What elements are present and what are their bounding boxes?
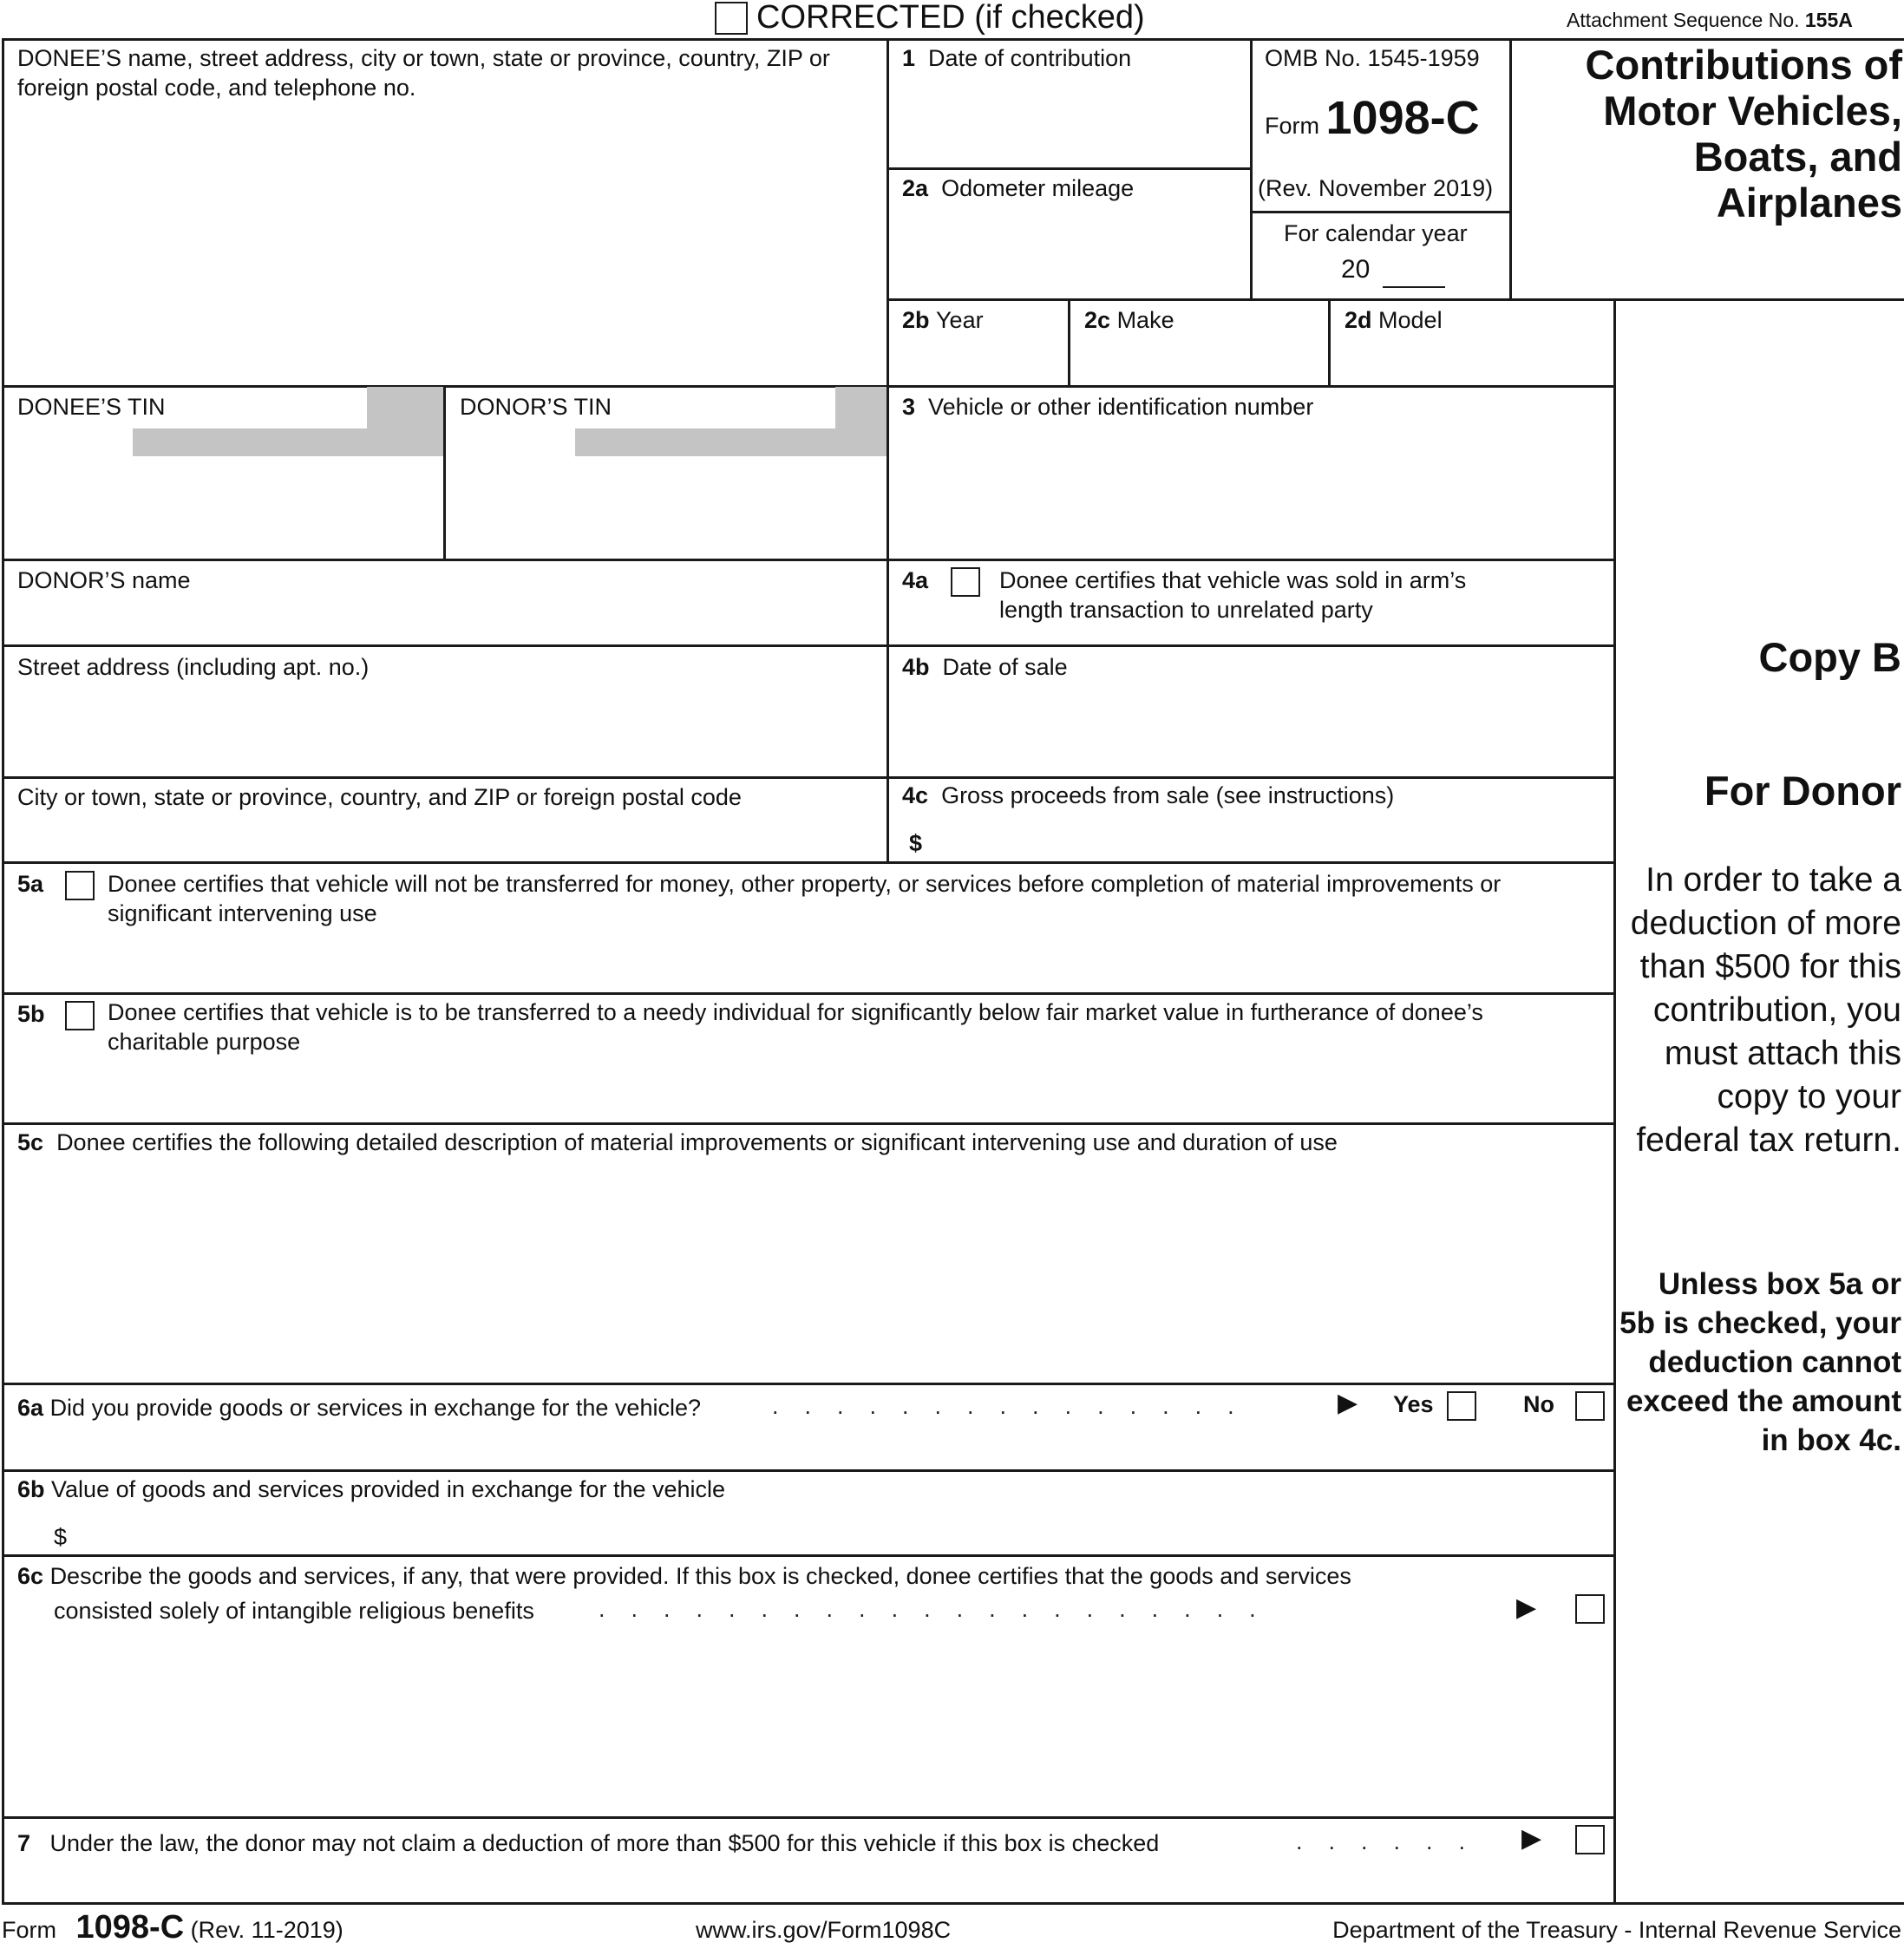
- donor-tin-shading: [575, 428, 887, 456]
- box5a-number: 5a: [17, 871, 44, 897]
- odometer-mileage-field[interactable]: [892, 208, 1246, 295]
- form-title-line: Boats, and: [1693, 134, 1902, 180]
- box2b-number: 2b: [902, 307, 930, 333]
- box4a-text: Donee certifies that vehicle was sold in arm’s length transaction to unrelated party: [999, 567, 1467, 623]
- box6c-description-field[interactable]: [5, 1635, 1610, 1813]
- box2a-number: 2a: [902, 175, 929, 201]
- box3-number: 3: [902, 394, 916, 420]
- divider: [2, 1469, 1616, 1472]
- box7-number: 7: [17, 1830, 31, 1856]
- divider: [1509, 38, 1512, 300]
- footer-form-id: [2, 1908, 344, 1949]
- form-top-border: [2, 38, 1904, 41]
- box2c-number: 2c: [1084, 307, 1111, 333]
- divider: [887, 38, 889, 862]
- box7-text: Under the law, the donor may not claim a deduction of more than $500 for this vehicle if this box is checked: [49, 1830, 1160, 1856]
- box2d-text: Model: [1378, 307, 1443, 333]
- footer-form-word: Form: [2, 1917, 56, 1943]
- box1-text: Date of contribution: [928, 45, 1132, 71]
- leader-dots: . . . . . . . . . . . . . . . . . . . . .: [599, 1596, 1256, 1622]
- goods-value-field[interactable]: [78, 1514, 1610, 1553]
- omb-number: OMB No. 1545-1959: [1265, 45, 1480, 71]
- divider: [2, 385, 1616, 388]
- footer-revision: (Rev. 11-2019): [190, 1917, 344, 1943]
- box1-number: 1: [902, 45, 916, 71]
- deduction-instructions: In order to take a deduction of more than $500 for this contribution, you must attach this copy to your federal tax return.: [1630, 861, 1901, 1159]
- divider: [887, 167, 1252, 170]
- box5a-text: Donee certifies that vehicle will not be transferred for money, other property, or services before completion of material improvements or significant intervening use: [108, 871, 1502, 926]
- divider: [2, 776, 1616, 779]
- box2d-number: 2d: [1345, 307, 1372, 333]
- calendar-year-label: For calendar year: [1284, 220, 1468, 246]
- box5c-label: [17, 1128, 1338, 1157]
- box4a-number: 4a: [902, 567, 929, 593]
- no-label: No: [1523, 1391, 1554, 1417]
- vehicle-id-field[interactable]: [892, 427, 1610, 555]
- box4c-text: Gross proceeds from sale (see instructions): [941, 782, 1395, 808]
- divider: [2, 861, 1616, 864]
- arrow-icon: ▶: [1338, 1389, 1358, 1417]
- donee-tin-shading: [133, 428, 443, 456]
- box6b-dollar-sign: $: [54, 1524, 68, 1550]
- box4b-label: [902, 652, 1068, 682]
- donor-tin-label: DONOR’S TIN: [460, 394, 612, 420]
- leader-dots: . . . . . .: [1296, 1828, 1466, 1854]
- calendar-year-prefix: 20: [1341, 255, 1371, 284]
- yes-checkbox[interactable]: [1447, 1391, 1476, 1421]
- divider: [2, 1122, 1616, 1125]
- box3-label: [902, 392, 1313, 422]
- date-of-sale-field[interactable]: [892, 687, 1610, 772]
- form-title: [1518, 42, 1902, 226]
- box6c-text-line1: Describe the goods and services, if any, that were provided. If this box is checked, donee certifies that the goods and services: [49, 1563, 1351, 1589]
- year-field[interactable]: [892, 338, 1063, 383]
- box2c-label: [1084, 305, 1174, 335]
- footer-department: Department of the Treasury - Internal Revenue Service: [1332, 1917, 1901, 1943]
- form-title-line: Motor Vehicles,: [1603, 88, 1902, 134]
- box6a-number: 6a: [17, 1395, 44, 1421]
- attachment-sequence-label: Attachment Sequence No.: [1567, 9, 1800, 31]
- arrow-icon: ▶: [1521, 1824, 1542, 1853]
- form-title-line: Airplanes: [1716, 180, 1902, 226]
- calendar-year-field[interactable]: [1383, 260, 1445, 288]
- form-title-line: Contributions of: [1585, 42, 1902, 88]
- divider: [2, 1816, 1616, 1819]
- box6a-text: Did you provide goods or services in exchange for the vehicle?: [49, 1395, 701, 1421]
- box3-text: Vehicle or other identification number: [928, 394, 1314, 420]
- city-field[interactable]: [5, 815, 883, 859]
- divider: [443, 385, 446, 560]
- divider: [2, 992, 1616, 995]
- leader-dots: . . . . . . . . . . . . . . .: [772, 1393, 1234, 1419]
- donee-tin-label: DONEE’S TIN: [17, 394, 166, 420]
- divider: [887, 298, 1904, 301]
- city-label: City or town, state or province, country, and ZIP or foreign postal code: [17, 784, 742, 810]
- box6b-text: Value of goods and services provided in exchange for the vehicle: [51, 1476, 726, 1502]
- box1-label: [902, 43, 1131, 73]
- divider: [1068, 298, 1070, 387]
- box5b-checkbox[interactable]: [65, 1001, 95, 1030]
- box6c-text-line2: consisted solely of intangible religious benefits: [54, 1598, 534, 1624]
- form-left-border: [2, 38, 4, 1904]
- footer-url[interactable]: www.irs.gov/Form1098C: [696, 1917, 952, 1943]
- model-field[interactable]: [1333, 338, 1611, 383]
- footer-form-number: 1098-C: [75, 1909, 185, 1946]
- for-donor-heading: For Donor: [1704, 768, 1901, 814]
- arrow-icon: ▶: [1516, 1593, 1537, 1622]
- box4c-dollar-sign: $: [909, 830, 923, 856]
- box5b-text: Donee certifies that vehicle is to be transferred to a needy individual for significantly below fair market value in furtherance of donee’s charitable purpose: [108, 999, 1483, 1055]
- box6c-checkbox[interactable]: [1575, 1594, 1605, 1624]
- box2d-label: [1345, 305, 1443, 335]
- street-address-label: Street address (including apt. no.): [17, 654, 370, 680]
- box6b-number: 6b: [17, 1476, 45, 1502]
- divider: [1250, 211, 1512, 213]
- box5b-number: 5b: [17, 1001, 45, 1027]
- donee-name-field[interactable]: [5, 104, 883, 382]
- donee-tin-field[interactable]: [5, 460, 439, 555]
- box7-label: [17, 1828, 1159, 1858]
- form-revision: (Rev. November 2019): [1258, 175, 1494, 201]
- date-of-contribution-field[interactable]: [892, 78, 1246, 165]
- donor-name-label: DONOR’S name: [17, 567, 191, 593]
- donee-name-label: DONEE’S name, street address, city or town, state or province, country, ZIP or foreign postal code, and telephone no.: [17, 45, 830, 101]
- no-checkbox[interactable]: [1575, 1391, 1605, 1421]
- box4a-checkbox[interactable]: [951, 567, 980, 597]
- box2b-label: [902, 305, 984, 335]
- yes-label: Yes: [1393, 1391, 1434, 1417]
- deduction-warning: Unless box 5a or 5b is checked, your deduction cannot exceed the amount in box 4c.: [1619, 1267, 1901, 1457]
- divider: [2, 1554, 1616, 1557]
- box2c-text: Make: [1116, 307, 1174, 333]
- box6c-label: [17, 1561, 1351, 1591]
- donor-name-field[interactable]: [5, 598, 883, 642]
- box7-checkbox[interactable]: [1575, 1825, 1605, 1854]
- make-field[interactable]: [1073, 338, 1325, 383]
- gross-proceeds-field[interactable]: [937, 820, 1610, 859]
- box6b-label: [17, 1475, 725, 1504]
- donor-tin-field[interactable]: [448, 460, 883, 555]
- form-bottom-border: [2, 1902, 1904, 1905]
- form-number: 1098-C: [1325, 92, 1480, 144]
- divider: [2, 1383, 1616, 1385]
- street-address-field[interactable]: [5, 687, 883, 772]
- box2a-label: [902, 173, 1134, 203]
- box5c-description-field[interactable]: [5, 1162, 1610, 1379]
- attachment-sequence: [1567, 7, 1853, 33]
- box2b-text: Year: [936, 307, 984, 333]
- attachment-sequence-number: 155A: [1804, 9, 1853, 31]
- form-word: Form: [1265, 113, 1319, 139]
- box4b-number: 4b: [902, 654, 930, 680]
- box6a-label: [17, 1393, 701, 1423]
- box5c-number: 5c: [17, 1129, 44, 1155]
- corrected-checkbox[interactable]: [715, 2, 748, 35]
- box4c-label: [902, 781, 1394, 810]
- box4c-number: 4c: [902, 782, 929, 808]
- box6c-number: 6c: [17, 1563, 44, 1589]
- divider: [1328, 298, 1331, 387]
- form-number-block: [1265, 94, 1480, 150]
- divider: [2, 644, 1616, 647]
- copy-b-heading: Copy B: [1758, 634, 1901, 680]
- box5a-checkbox[interactable]: [65, 871, 95, 900]
- box4b-text: Date of sale: [942, 654, 1068, 680]
- divider: [2, 559, 1616, 561]
- box5c-text: Donee certifies the following detailed description of material improvements or significant intervening use and duration of use: [56, 1129, 1338, 1155]
- corrected-label: CORRECTED (if checked): [756, 0, 1145, 36]
- box2a-text: Odometer mileage: [941, 175, 1135, 201]
